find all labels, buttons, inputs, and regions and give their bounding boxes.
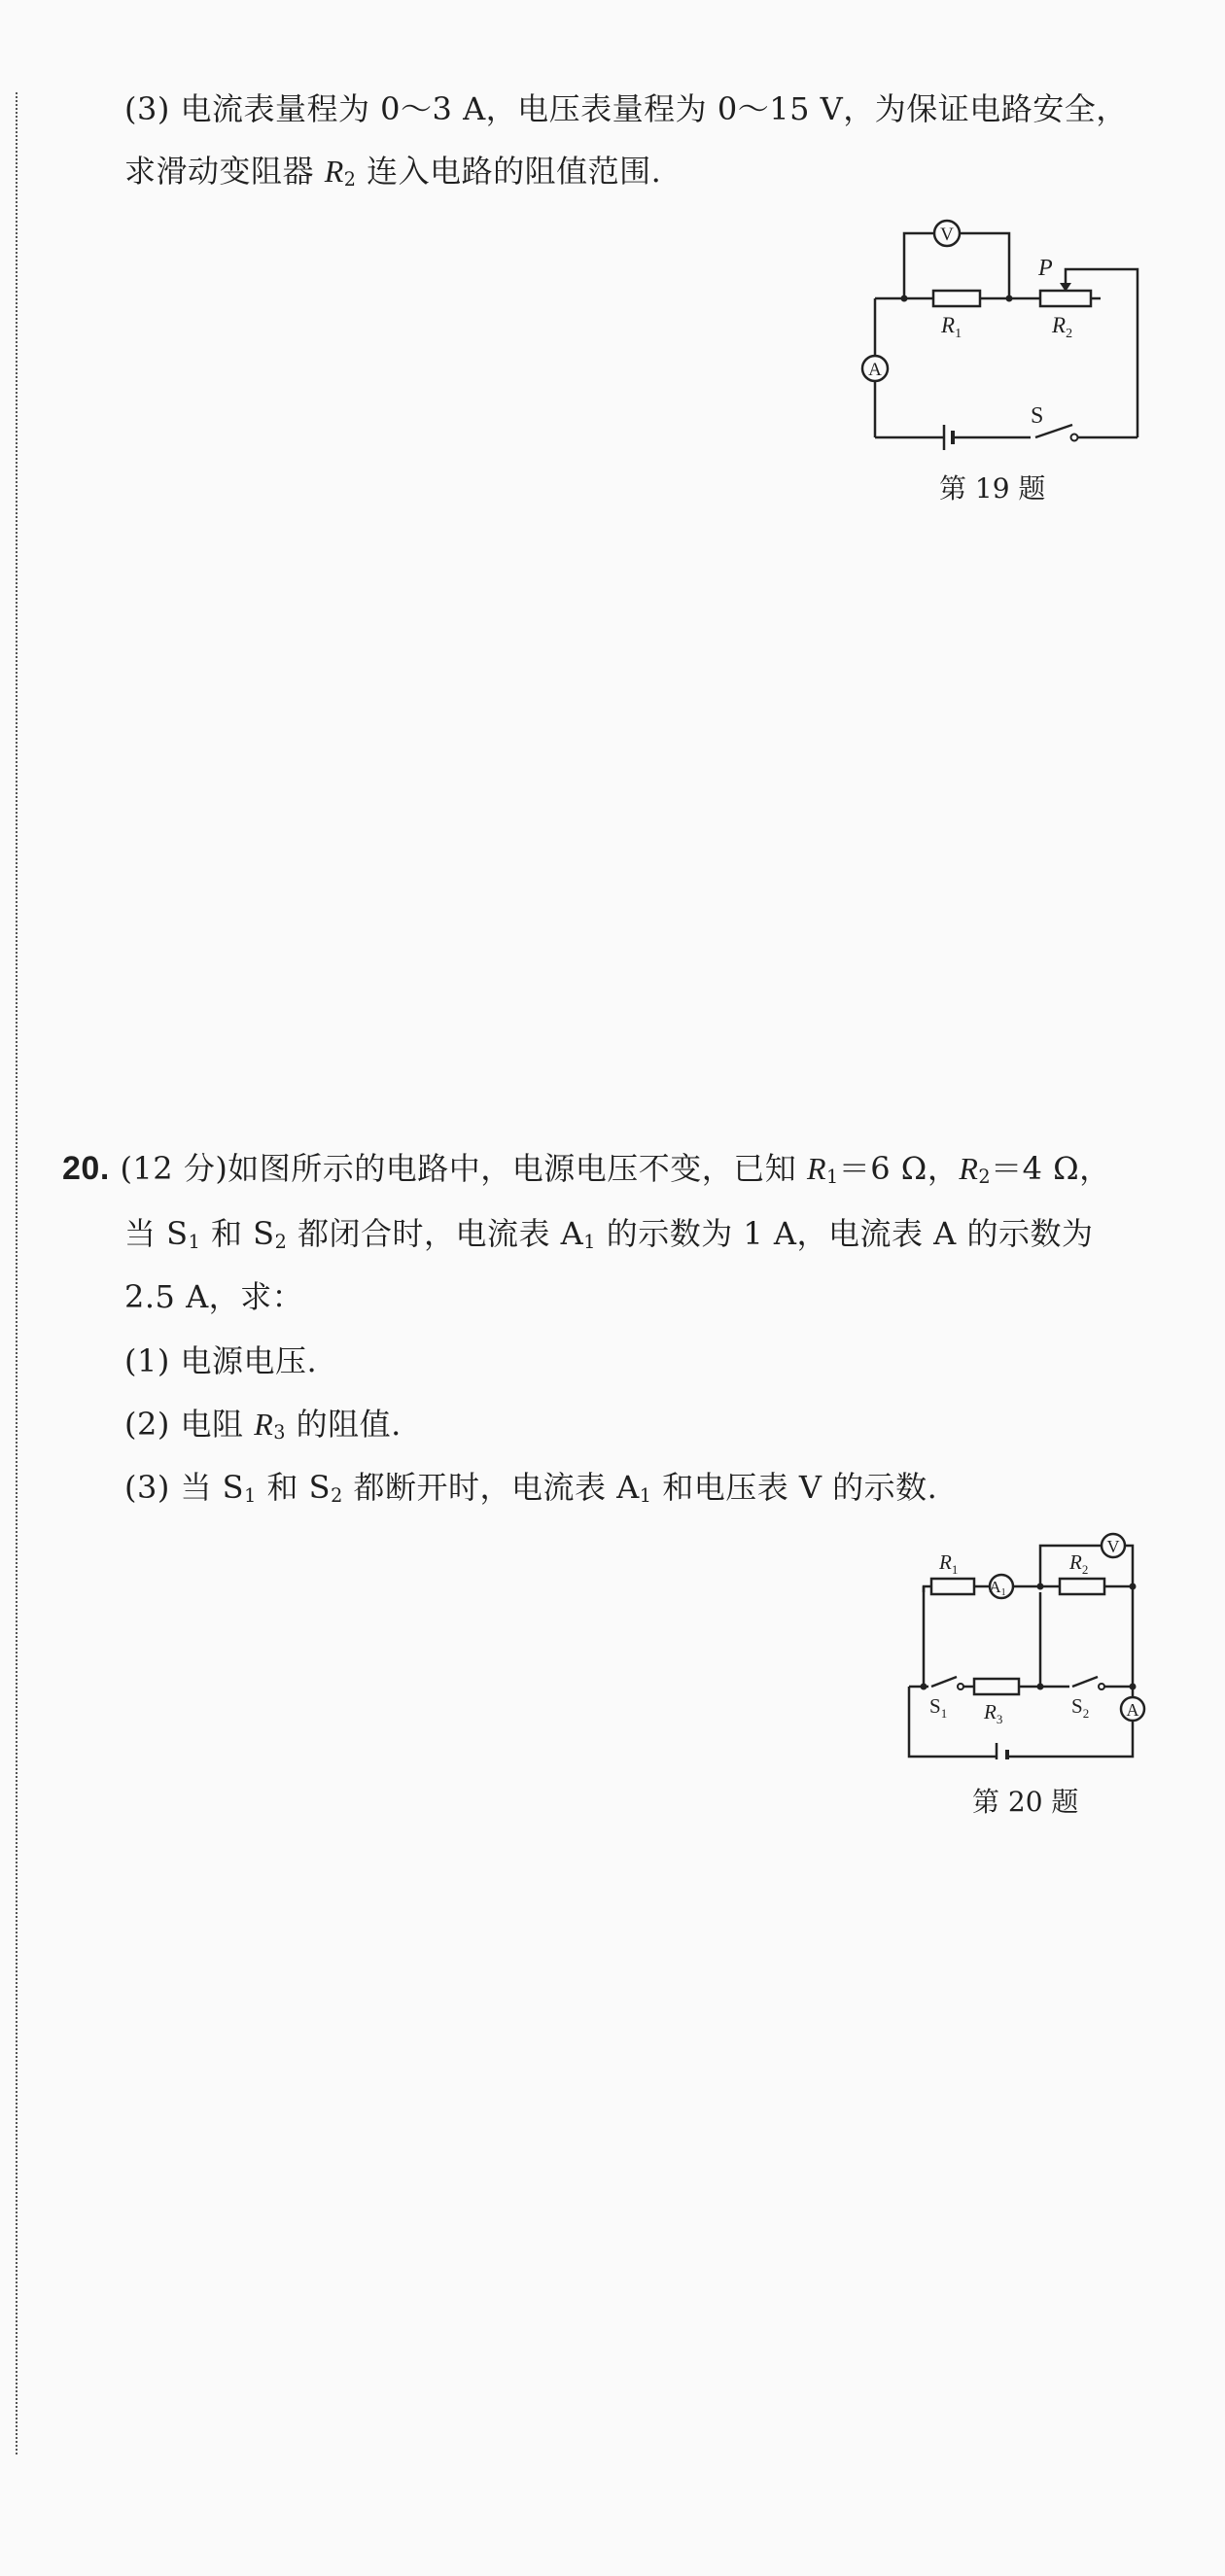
q20-line2: 当 $S_1$ 和 $S_2$ 都闭合时，电流表 $A_1$ 的示数为 1 A，电流表 A 的示数为	[124, 1215, 1094, 1253]
q20-voltmeter	[1102, 1534, 1125, 1557]
svg-text:A: A	[1126, 1700, 1139, 1720]
svg-text:A1: A1	[989, 1578, 1006, 1598]
q19-part3-line2: 求滑动变阻器 $R_2$ 连入电路的阻值范围.	[124, 153, 662, 191]
q20-label-R1: $R_1$	[939, 1550, 959, 1577]
q20-label-S1: $S_1$	[929, 1694, 948, 1721]
q20-ammeter-A	[1121, 1697, 1144, 1721]
q20-part2: (2) 电阻 $R_3$ 的阻值.	[124, 1406, 402, 1444]
q20-label-S2: $S_2$	[1071, 1694, 1090, 1721]
q20-line3: 2.5 A，求：	[124, 1278, 304, 1315]
q20-label-R2: $R_2$	[1069, 1550, 1089, 1577]
svg-text:A: A	[868, 360, 882, 380]
q20-circuit-diagram	[875, 1526, 1167, 1759]
q20-caption: 第 20 题	[972, 1786, 1079, 1818]
q20-label-R3: $R_3$	[984, 1700, 1003, 1726]
q19-voltmeter	[934, 221, 960, 246]
svg-text:V: V	[940, 225, 954, 245]
q19-label-P: P	[1038, 256, 1053, 281]
binding-margin-line	[16, 92, 18, 2454]
q19-ammeter	[862, 356, 888, 381]
q20-line1: 20. (12 分)如图所示的电路中，电源电压不变，已知 $R_1=6$ Ω，$R_2=4$ Ω，	[62, 1150, 1111, 1188]
q19-label-S: S	[1031, 403, 1044, 429]
svg-text:V: V	[1106, 1537, 1120, 1556]
q20-part1: (1) 电源电压.	[124, 1342, 318, 1379]
q19-label-R1: $R_1$	[941, 313, 962, 341]
q20-number: 20.	[62, 1150, 110, 1187]
q19-caption: 第 19 题	[939, 472, 1046, 505]
q19-part3-line1: (3) 电流表量程为 0～3 A，电压表量程为 0～15 V，为保证电路安全，	[124, 90, 1128, 127]
q19-circuit-diagram	[846, 199, 1157, 462]
q20-part3: (3) 当 $S_1$ 和 $S_2$ 都断开时，电流表 $A_1$ 和电压表 V 的示数.	[124, 1469, 938, 1507]
q19-label-R2: $R_2$	[1052, 313, 1073, 341]
q20-ammeter-A1	[989, 1575, 1013, 1598]
